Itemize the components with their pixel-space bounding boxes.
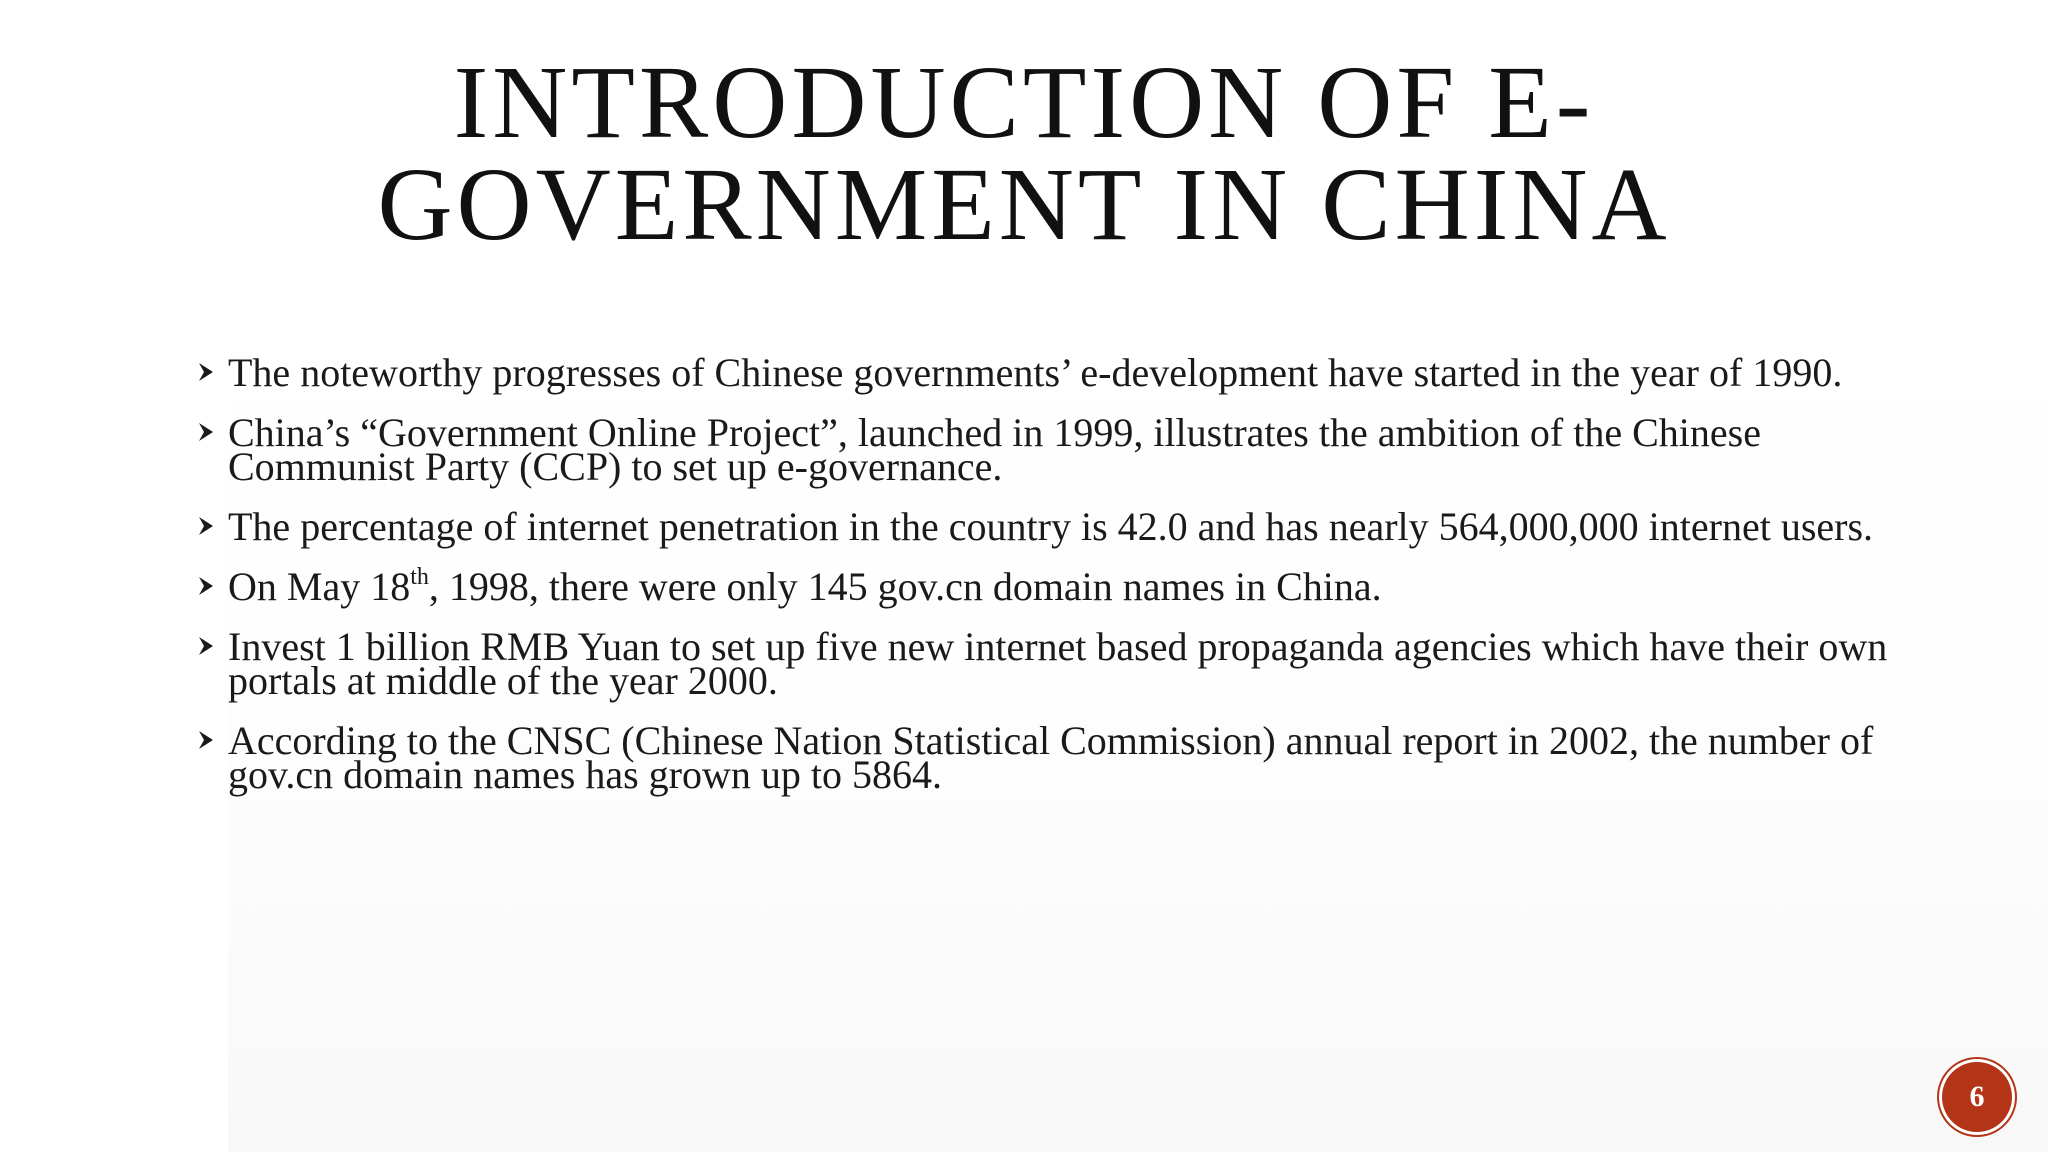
bullet-text-part: , 1998, there were only 145 gov.cn domain names in China. xyxy=(428,564,1382,609)
bullet-text: Invest 1 billion RMB Yuan to set up five new internet based propaganda agencies which have their own portals at middle of the year 2000. xyxy=(228,624,1888,703)
chevron-arrow-icon xyxy=(196,574,224,604)
bullet-item xyxy=(196,504,1916,549)
bullet-text: The percentage of internet penetration in the country is 42.0 and has nearly 564,000,000 internet users. xyxy=(228,504,1874,549)
chevron-arrow-icon xyxy=(196,420,224,450)
bullet-item xyxy=(196,350,1916,395)
chevron-arrow-icon xyxy=(196,728,224,758)
bullet-item xyxy=(196,410,1916,489)
bullet-text: According to the CNSC (Chinese Nation Statistical Commission) annual report in 2002, the number of gov.cn domain names has grown up to 5864. xyxy=(228,718,1874,797)
chevron-arrow-icon xyxy=(196,514,224,544)
ordinal-suffix: th xyxy=(410,563,429,590)
bullet-item xyxy=(196,624,1916,703)
slide-title xyxy=(0,45,2048,262)
bullet-item xyxy=(196,718,1916,797)
bullet-item xyxy=(196,563,1916,609)
slide-title-line-1: INTRODUCTION OF E- xyxy=(453,45,1595,160)
slide-title-line-2: GOVERNMENT IN CHINA xyxy=(377,147,1671,262)
bullet-text-part: On May 18 xyxy=(228,564,411,609)
chevron-arrow-icon xyxy=(196,360,224,390)
page-number-badge: 6 xyxy=(1942,1062,2012,1132)
bullet-list xyxy=(196,350,1916,818)
bullet-text: The noteworthy progresses of Chinese governments’ e-development have started in the year of 1990. xyxy=(228,350,1843,395)
bullet-text xyxy=(228,564,1382,609)
chevron-arrow-icon xyxy=(196,634,224,664)
bullet-text: China’s “Government Online Project”, launched in 1999, illustrates the ambition of the Chinese Communist Party (CCP) to set up e-governance. xyxy=(228,410,1761,489)
